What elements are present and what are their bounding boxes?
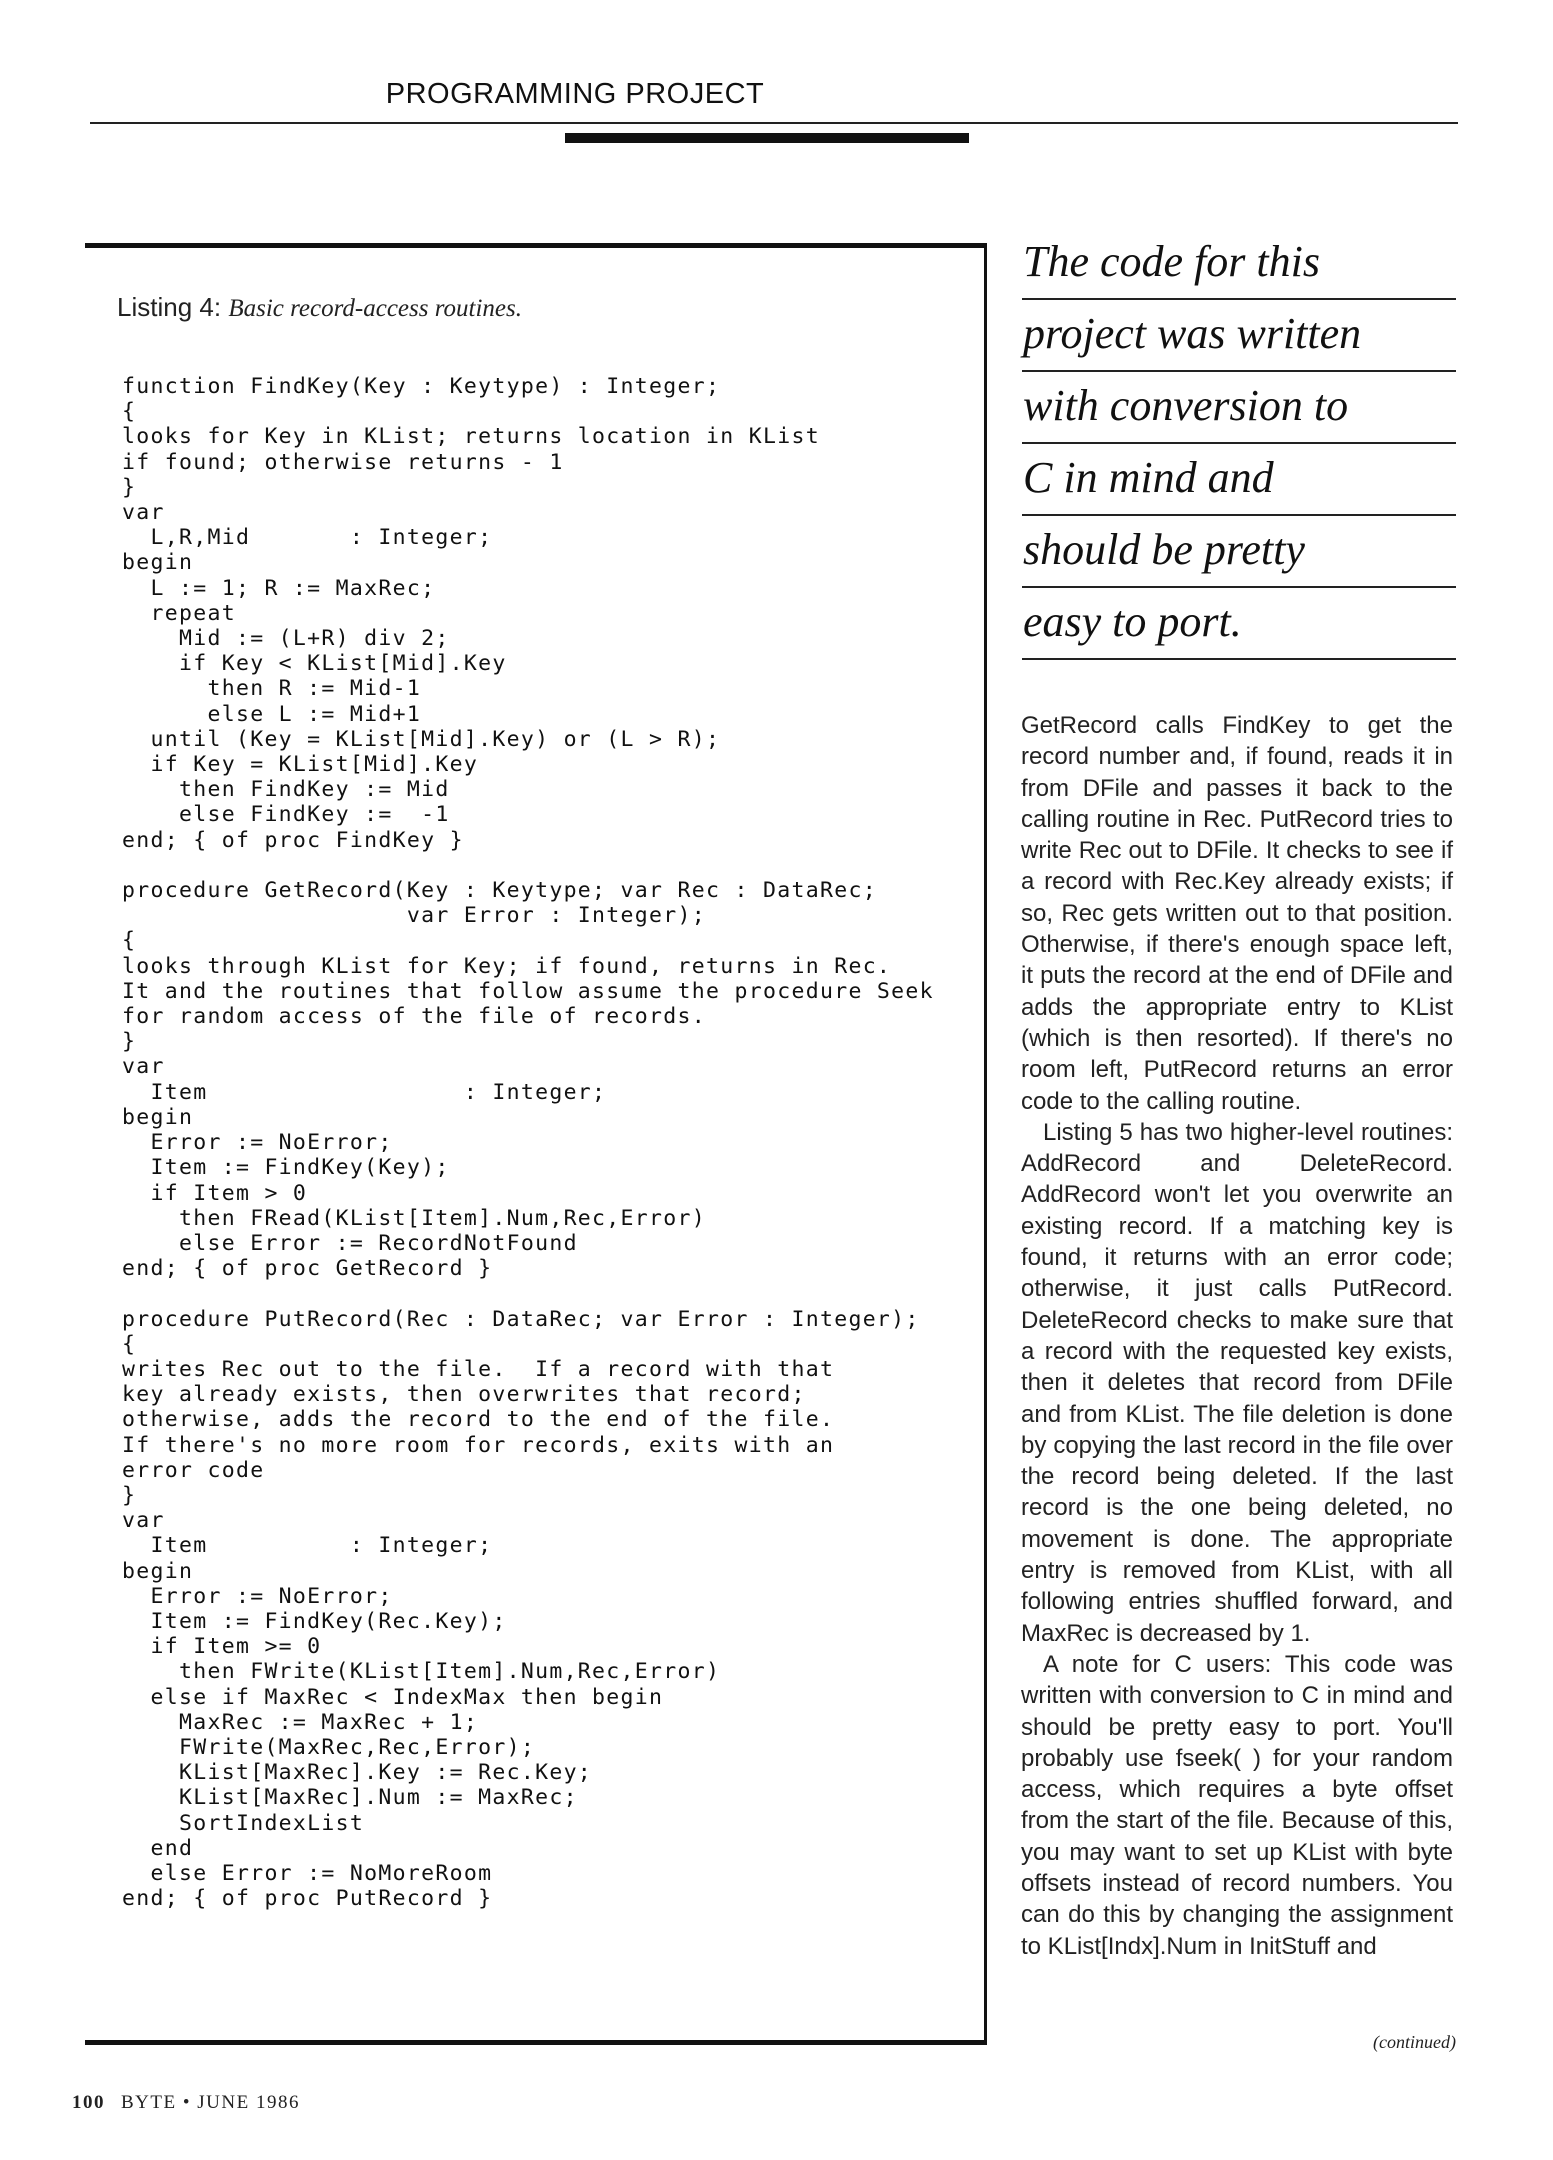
pull-quote-line: easy to port. bbox=[1022, 588, 1456, 660]
body-paragraph: A note for C users: This code was written with conversion to C in mind and should be pretty easy to port. You'll probably use fseek( ) for your random access, which requires a byte offset from the start of the file. Because of this, you may want to set up KList with byte offsets instead of record numbers. You can do this by changing the assignment to KList[Indx].Num in InitStuff and bbox=[1021, 1650, 1453, 1960]
header-rule bbox=[90, 122, 1458, 124]
page-footer bbox=[72, 2092, 300, 2114]
pull-quote bbox=[1022, 228, 1456, 660]
pull-quote-line: should be pretty bbox=[1022, 516, 1456, 588]
code-listing: function FindKey(Key : Keytype) : Integer; { looks for Key in KList; returns location in KList if found; otherwise returns - 1 } var L,R,Mid : Integer; begin L := 1; R := MaxRec; repeat Mid := (L+R) div 2; if Key < KList[Mid].Key then R := Mid-1 else L := Mid+1 until (Key = KList[Mid].Key) or (L > R); if Key = KList[Mid].Key then FindKey := Mid else FindKey := -1 end; { of proc FindKey } procedure GetRecord(Key : Keytype; var Rec : DataRec; var Error : Integer); { looks through KList for Key; if found, returns in Rec. It and the routines that follow assume the procedure Seek for random access of the file of records. } var Item : Integer; begin Error := NoError; Item := FindKey(Key); if Item > 0 then FRead(KList[Item].Num,Rec,Error) else Error := RecordNotFound end; { of proc GetRecord } procedure PutRecord(Rec : DataRec; var Error : Integer); { writes Rec out to the file. If a record with that key already exists, then overwrites that record; otherwise, adds the record to the end of the file. If there's no more room for records, exits with an error code } var Item : Integer; begin Error := NoError; Item := FindKey(Rec.Key); if Item >= 0 then FWrite(KList[Item].Num,Rec,Error) else if MaxRec < IndexMax then begin MaxRec := MaxRec + 1; FWrite(MaxRec,Rec,Error); KList[MaxRec].Key := Rec.Key; KList[MaxRec].Num := MaxRec; SortIndexList end else Error := NoMoreRoom end; { of proc PutRecord } bbox=[122, 374, 934, 1912]
article-body bbox=[1021, 710, 1453, 1962]
pull-quote-line: C in mind and bbox=[1022, 444, 1456, 516]
listing-caption-text: Basic record-access routines. bbox=[228, 295, 522, 322]
listing-label: Listing 4: bbox=[117, 292, 222, 322]
header-bar bbox=[565, 133, 969, 143]
section-title: PROGRAMMING PROJECT bbox=[385, 78, 765, 110]
pull-quote-line: The code for this bbox=[1022, 228, 1456, 300]
publication-info: BYTE • JUNE 1986 bbox=[121, 2092, 300, 2113]
pull-quote-line: with conversion to bbox=[1022, 372, 1456, 444]
listing-caption bbox=[117, 292, 522, 323]
pull-quote-line: project was written bbox=[1022, 300, 1456, 372]
continued-note: (continued) bbox=[1373, 2032, 1456, 2052]
body-paragraph: GetRecord calls FindKey to get the record number and, if found, reads it in from DFile and passes it back to the calling routine in Rec. PutRecord tries to write Rec out to DFile. It checks to see if a record with Rec.Key already exists; if so, Rec gets written out to that position. Otherwise, if there's enough space left, it puts the record at the end of DFile and adds the appropriate entry to KList (which is then resorted). If there's no room left, PutRecord returns an error code to the calling routine. bbox=[1021, 712, 1453, 1115]
body-paragraph: Listing 5 has two higher-level routines: AddRecord and DeleteRecord. AddRecord won't let you overwrite an existing record. If a matching key is found, it returns with an error code; otherwise, it just calls PutRecord. DeleteRecord checks to make sure that a record with the requested key exists, then it deletes that record from DFile and from KList. The file deletion is done by copying the last record in the file over the record being deleted. If the last record is the one being deleted, no movement is done. The appropriate entry is removed from KList, with all following entries shuffled forward, and MaxRec is decreased by 1. bbox=[1021, 1118, 1453, 1647]
page-number: 100 bbox=[72, 2092, 105, 2113]
